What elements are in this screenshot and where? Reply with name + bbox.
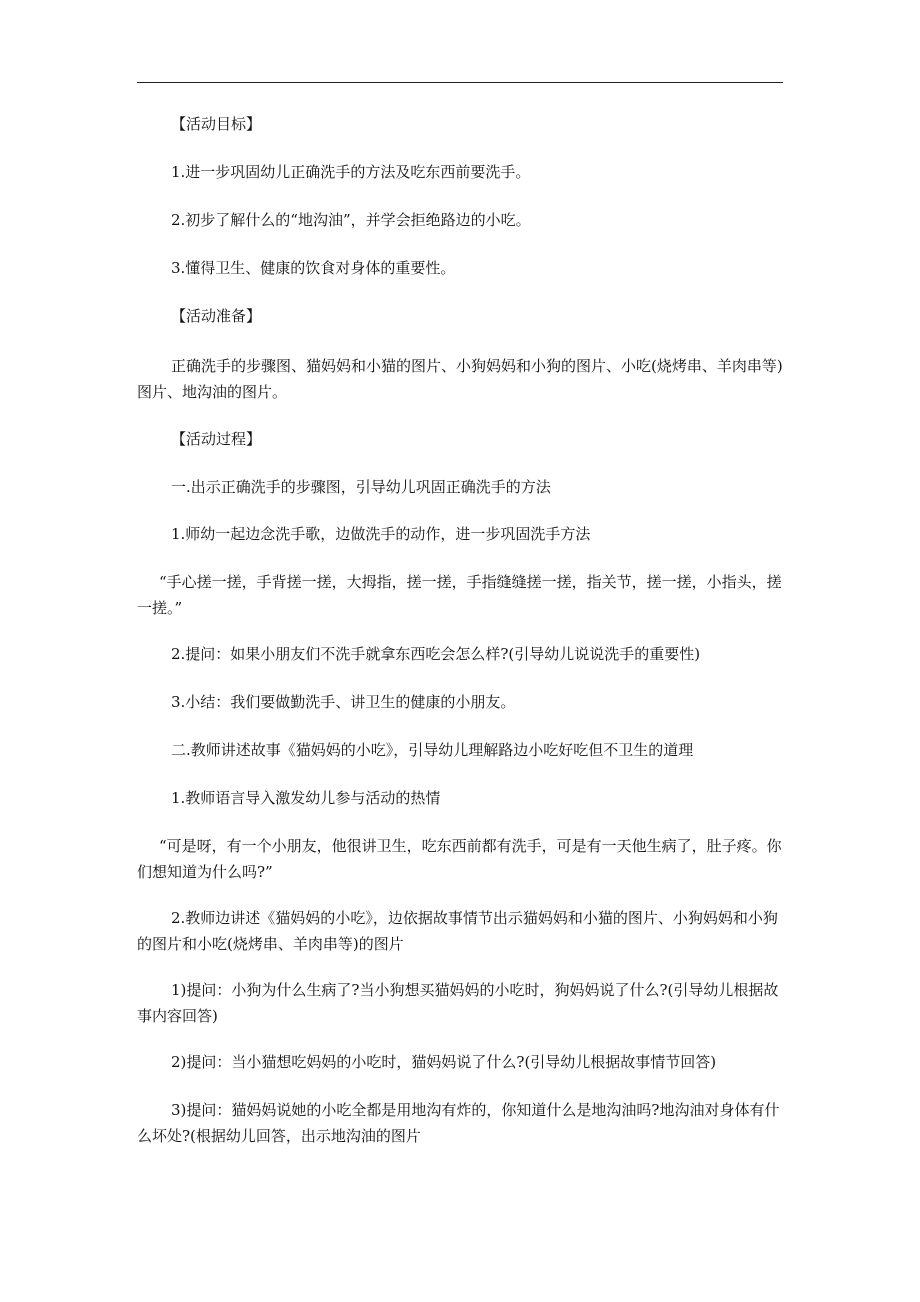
step-2-2: 2.教师边讲述《猫妈妈的小吃》，边依据故事情节出示猫妈妈和小猫的图片、小狗妈妈和小狗的图片和小吃(烧烤串、羊肉串等)的图片 — [137, 909, 778, 953]
question-2: 2)提问：当小猫想吃妈妈的小吃时，猫妈妈说了什么?(引导幼儿根据故事情节回答) — [171, 1053, 717, 1071]
step-1-2: 2.提问：如果小朋友们不洗手就拿东西吃会怎么样?(引导幼儿说说洗手的重要性) — [171, 645, 701, 663]
heading-goals: 【活动目标】 — [171, 115, 262, 133]
goal-1: 1.进一步巩固幼儿正确洗手的方法及吃东西前要洗手。 — [171, 163, 531, 181]
prep-text: 正确洗手的步骤图、猫妈妈和小猫的图片、小狗妈妈和小狗的图片、小吃(烧烤串、羊肉串等)图片、地沟油的图片。 — [137, 357, 783, 401]
step-1-3: 3.小结：我们要做勤洗手、讲卫生的健康的小朋友。 — [171, 693, 516, 711]
question-1: 1)提问：小狗为什么生病了?当小狗想买猫妈妈的小吃时，狗妈妈说了什么?(引导幼儿根据故事内容回答) — [137, 981, 779, 1025]
step-2-1: 1.教师语言导入激发幼儿参与活动的热情 — [171, 789, 441, 807]
heading-prep: 【活动准备】 — [171, 307, 262, 325]
heading-process: 【活动过程】 — [171, 430, 262, 448]
question-3: 3)提问：猫妈妈说她的小吃全都是用地沟有炸的，你知道什么是地沟油吗?地沟油对身体有什么坏处?(根据幼儿回答，出示地沟油的图片 — [137, 1101, 780, 1145]
goal-3: 3.懂得卫生、健康的饮食对身体的重要性。 — [171, 259, 456, 277]
step-2: 二.教师讲述故事《猫妈妈的小吃》，引导幼儿理解路边小吃好吃但不卫生的道理 — [171, 741, 694, 759]
goal-2: 2.初步了解什么的“地沟油”，并学会拒绝路边的小吃。 — [171, 211, 531, 229]
step-1: 一.出示正确洗手的步骤图，引导幼儿巩固正确洗手的方法 — [171, 478, 551, 496]
teacher-quote: “可是呀，有一个小朋友，他很讲卫生，吃东西前都有洗手，可是有一天他生病了，肚子疼。你们想知道为什么吗?” — [137, 837, 782, 881]
header-rule — [137, 82, 783, 83]
step-1-1: 1.师幼一起边念洗手歌，边做洗手的动作，进一步巩固洗手方法 — [171, 525, 591, 543]
song-lyrics: “手心搓一搓，手背搓一搓，大拇指，搓一搓，手指缝缝搓一搓，指关节，搓一搓，小指头，搓一搓。” — [137, 573, 782, 617]
